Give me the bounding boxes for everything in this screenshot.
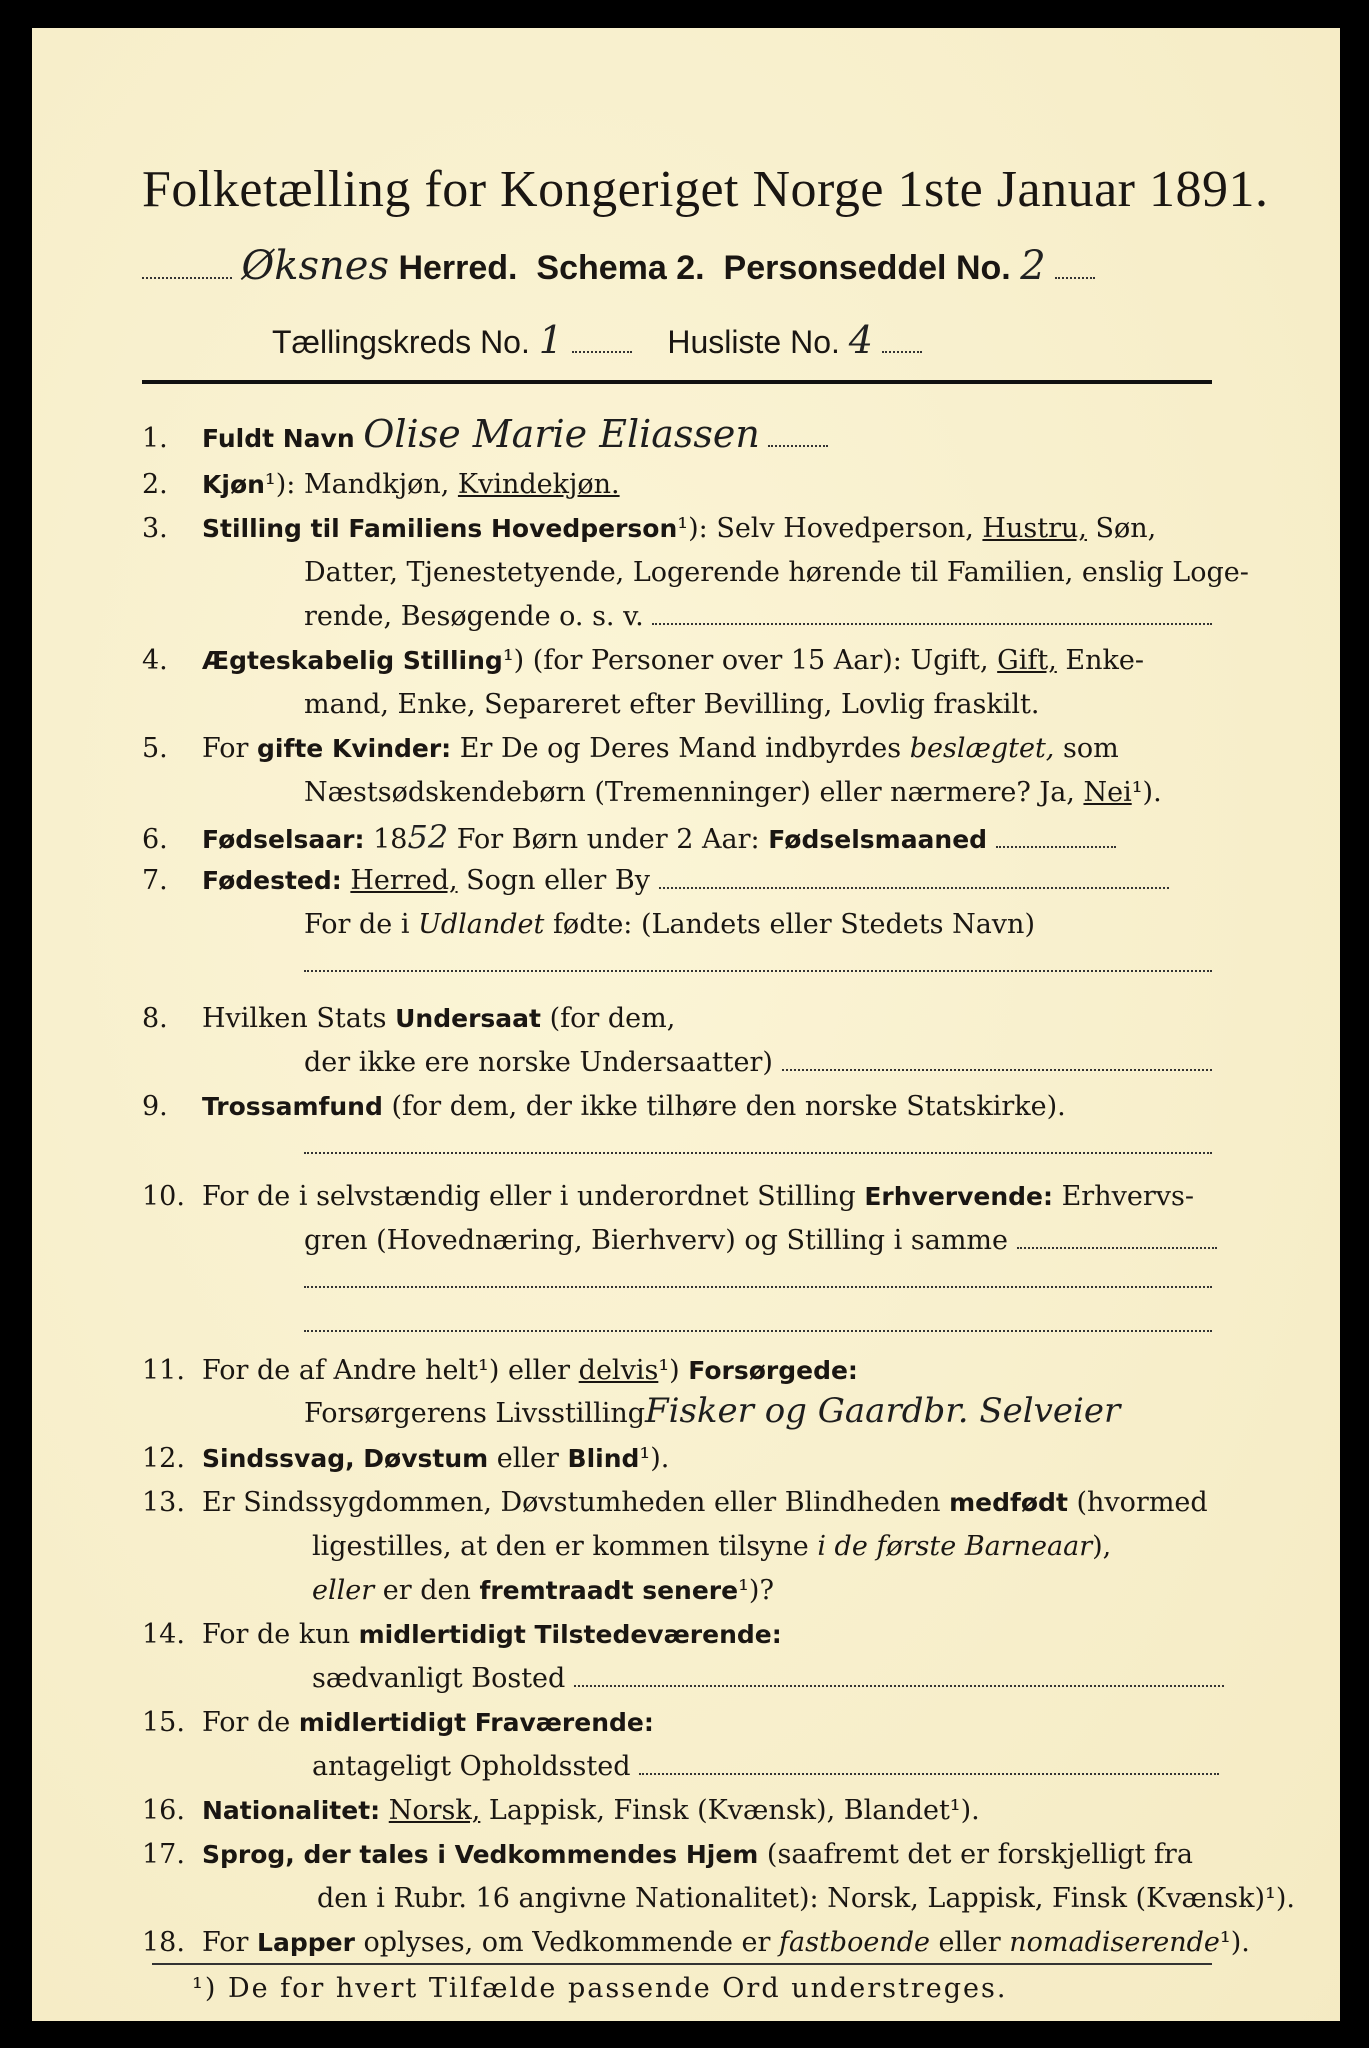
item-text: (for dem, (540, 1003, 676, 1034)
item-label: Ægteskabelig Stilling (202, 646, 503, 675)
item-text: Er Sindssygdommen, Døvstumheden eller Blindheden (202, 1487, 950, 1518)
item-text: ¹) (for Personer over 15 Aar): Ugift, (502, 645, 998, 676)
herred-handwritten: Øksnes (241, 243, 389, 289)
item-13-congenital (142, 1482, 1208, 1524)
item-label: Kjøn (202, 470, 265, 499)
item-4-marital-status (142, 640, 1144, 682)
item-text: ¹). (639, 1443, 670, 1474)
item-number: 1. (142, 423, 168, 454)
item-number: 13. (142, 1487, 185, 1518)
personseddel-number: 2 (1020, 243, 1046, 289)
item-italic: fastboende (779, 1927, 930, 1958)
item-11-dependents (142, 1350, 858, 1392)
item-7-line-2 (304, 904, 1035, 946)
herred-label: Herred. (398, 249, 518, 287)
year-handwritten: 52 (407, 818, 449, 856)
dotted-leader (142, 251, 232, 279)
item-text: Er De og Deres Mand indbyrdes (451, 733, 910, 764)
item-4-line-2: mand, Enke, Separeret efter Bevilling, Lovlig fraskilt. (304, 689, 1040, 720)
item-italic: i de første Barneaar (817, 1531, 1093, 1562)
item-number: 8. (142, 1003, 168, 1034)
blank-answer-line (304, 1150, 1212, 1154)
item-17-line-2: den i Rubr. 16 angivne Nationalitet): Norsk, Lappisk, Finsk (Kvænsk)¹). (317, 1883, 1295, 1914)
item-text: (for dem, der ikke tilhøre den norske Statskirke). (382, 1091, 1066, 1122)
item-label: Undersaat (395, 1004, 541, 1033)
item-number: 9. (142, 1091, 168, 1122)
item-text: Lappisk, Finsk (Kvænsk), Blandet¹). (480, 1795, 980, 1826)
item-text: ¹): Selv Hovedperson, (677, 513, 983, 544)
item-number: 6. (142, 824, 168, 855)
item-text: fødte: (Landets eller Stedets Navn) (544, 909, 1035, 940)
underlined-choice: Norsk, (388, 1795, 481, 1826)
item-text: (saafremt det er forskjelligt fra (758, 1839, 1193, 1870)
item-text: Søn, (1086, 513, 1157, 544)
item-label: Sprog, der tales i Vedkommendes Hjem (202, 1840, 759, 1869)
item-14-line-2 (312, 1658, 1224, 1700)
item-italic: Udlandet (418, 909, 545, 940)
item-italic: beslægtet, (909, 733, 1055, 764)
item-14-temporary-present (142, 1614, 782, 1656)
footnote-rule (152, 1963, 1212, 1965)
item-number: 10. (142, 1181, 185, 1212)
item-text: For Børn under 2 Aar: (448, 824, 769, 855)
item-3-family-position (142, 508, 1156, 550)
header-rule (142, 380, 1212, 384)
item-9-religion (142, 1086, 1066, 1128)
item-17-language (142, 1834, 1193, 1876)
item-text: eller (488, 1443, 568, 1474)
item-number: 5. (142, 733, 168, 764)
dotted-leader (1055, 251, 1095, 279)
census-form-sheet (32, 28, 1340, 2021)
underlined-choice: Kvindekjøn. (457, 469, 620, 500)
dotted-leader (574, 1659, 1224, 1687)
item-label: Stilling til Familiens Hovedperson (202, 514, 678, 543)
occupation-handwritten: Fisker og Gaardbr. Selveier (645, 1391, 1121, 1431)
schema-label: Schema 2. (536, 249, 705, 287)
kreds-label: Tællingskreds No. (272, 324, 530, 360)
item-number: 14. (142, 1619, 185, 1650)
item-5-married-women (142, 728, 1119, 770)
item-15-temporary-absent (142, 1702, 654, 1744)
item-label: Sindssvag, Døvstum (202, 1444, 489, 1473)
item-number: 15. (142, 1707, 185, 1738)
name-handwritten: Olise Marie Eliassen (363, 412, 760, 456)
item-number: 7. (142, 865, 168, 896)
item-text: For de i (304, 909, 419, 940)
item-16-nationality (142, 1790, 980, 1832)
item-italic: eller (312, 1575, 375, 1606)
item-text: ¹). (1131, 777, 1162, 808)
underlined-choice: delvis (578, 1355, 659, 1386)
item-label: Erhvervende: (864, 1182, 1054, 1211)
underlined-choice: Nei (1083, 777, 1132, 808)
kreds-husliste-line (272, 318, 1172, 368)
item-10-line-2 (304, 1220, 1217, 1262)
underlined-choice: Herred, (350, 865, 458, 896)
item-text: ¹)? (738, 1575, 774, 1606)
item-text: Enke- (1056, 645, 1144, 676)
item-text: ), (1092, 1531, 1112, 1562)
personseddel-label: Personseddel No. (723, 249, 1011, 287)
item-text: Sogn eller By (457, 865, 650, 896)
item-text: ¹) (658, 1355, 689, 1386)
item-text: Næstsødskendebørn (Tremenninger) eller nærmere? Ja, (304, 777, 1084, 808)
item-6-birth-year (142, 816, 1116, 861)
item-13-line-2 (312, 1526, 1111, 1568)
dotted-leader (996, 820, 1116, 848)
item-8-citizenship (142, 998, 675, 1040)
blank-answer-line (304, 1328, 1212, 1332)
item-label: Nationalitet: (202, 1796, 381, 1825)
item-label: Fødselsmaaned (768, 825, 988, 854)
item-label: gifte Kvinder: (257, 734, 452, 763)
form-title: Folketælling for Kongeriget Norge 1ste Januar 1891. (142, 161, 1269, 218)
item-label: Blind (567, 1444, 640, 1473)
item-label: fremtraadt senere (479, 1576, 739, 1605)
item-number: 18. (142, 1927, 185, 1958)
kreds-number: 1 (538, 318, 563, 362)
husliste-label: Husliste No. (667, 324, 840, 360)
item-number: 4. (142, 645, 168, 676)
item-text: som (1054, 733, 1119, 764)
item-text: For (202, 733, 258, 764)
item-11-line-2 (304, 1390, 1120, 1435)
item-text: Erhvervs- (1053, 1181, 1194, 1212)
item-12-disability (142, 1438, 669, 1480)
item-text: der ikke ere norske Undersaatter) (304, 1047, 773, 1078)
item-label: Fuldt Navn (202, 424, 355, 453)
item-label: Trossamfund (202, 1092, 383, 1121)
footnote: ¹) De for hvert Tilfælde passende Ord understreges. (192, 1973, 1008, 2004)
item-text: rende, Besøgende o. s. v. (304, 601, 644, 632)
dotted-leader (652, 597, 1212, 625)
blank-answer-line (304, 968, 1212, 972)
item-2-gender (142, 464, 620, 506)
item-text: eller (929, 1927, 1010, 1958)
item-number: 17. (142, 1839, 185, 1870)
item-text: For de (202, 1707, 299, 1738)
item-18-sami (142, 1922, 1250, 1964)
item-text: 18 (364, 824, 408, 855)
item-text: For (202, 1927, 258, 1958)
item-text: antageligt Opholdssted (312, 1751, 631, 1782)
item-text: oplyses, om Vedkommende er (354, 1927, 779, 1958)
item-8-line-2 (304, 1042, 1212, 1084)
item-label: Lapper (257, 1928, 355, 1957)
item-number: 12. (142, 1443, 185, 1474)
dotted-leader (782, 1043, 1212, 1071)
item-number: 3. (142, 513, 168, 544)
item-text: Hvilken Stats (202, 1003, 396, 1034)
item-text: ¹): Mandkjøn, (264, 469, 458, 500)
item-text: sædvanligt Bosted (312, 1663, 566, 1694)
item-label: midlertidigt Fraværende: (298, 1708, 654, 1737)
item-label: medfødt (949, 1488, 1068, 1517)
item-number: 2. (142, 469, 168, 500)
item-7-birthplace (142, 860, 1169, 902)
item-5-line-2 (304, 772, 1162, 814)
item-text: gren (Hovednæring, Bierhverv) og Stilling i samme (304, 1225, 1009, 1256)
item-text: ligestilles, at den er kommen tilsyne (312, 1531, 818, 1562)
dotted-leader (1017, 1221, 1217, 1249)
item-3-line-2: Datter, Tjenestetyende, Logerende hørende til Familien, enslig Loge- (304, 557, 1249, 588)
dotted-leader (882, 325, 922, 353)
item-text: er den (374, 1575, 480, 1606)
item-text: ¹). (1219, 1927, 1250, 1958)
item-label: Forsørgede: (688, 1356, 858, 1385)
dotted-leader (639, 1747, 1219, 1775)
item-13-line-3 (312, 1570, 774, 1612)
underlined-choice: Gift, (997, 645, 1057, 676)
item-label: midlertidigt Tilstedeværende: (358, 1620, 782, 1649)
husliste-number: 4 (848, 318, 873, 362)
herred-schema-line (142, 243, 1232, 303)
underlined-choice: Hustru, (982, 513, 1087, 544)
dotted-leader (768, 419, 828, 447)
item-number: 16. (142, 1795, 185, 1826)
item-label: Fødselsaar: (202, 825, 365, 854)
item-text: For de kun (202, 1619, 359, 1650)
item-1-full-name (142, 413, 828, 460)
item-15-line-2 (312, 1746, 1219, 1788)
blank-answer-line (304, 1284, 1212, 1288)
item-10-occupation (142, 1176, 1194, 1218)
item-text: (hvormed (1067, 1487, 1208, 1518)
item-text: For de i selvstændig eller i underordnet Stilling (202, 1181, 865, 1212)
item-number: 11. (142, 1355, 185, 1386)
item-italic: nomadiserende (1009, 1927, 1220, 1958)
dotted-leader (572, 325, 632, 353)
item-text: Forsørgerens Livsstilling (304, 1398, 646, 1429)
item-label: Fødested: (202, 866, 342, 895)
dotted-leader (659, 861, 1169, 889)
item-3-line-3 (304, 596, 1212, 638)
item-text: For de af Andre helt¹) eller (202, 1355, 579, 1386)
